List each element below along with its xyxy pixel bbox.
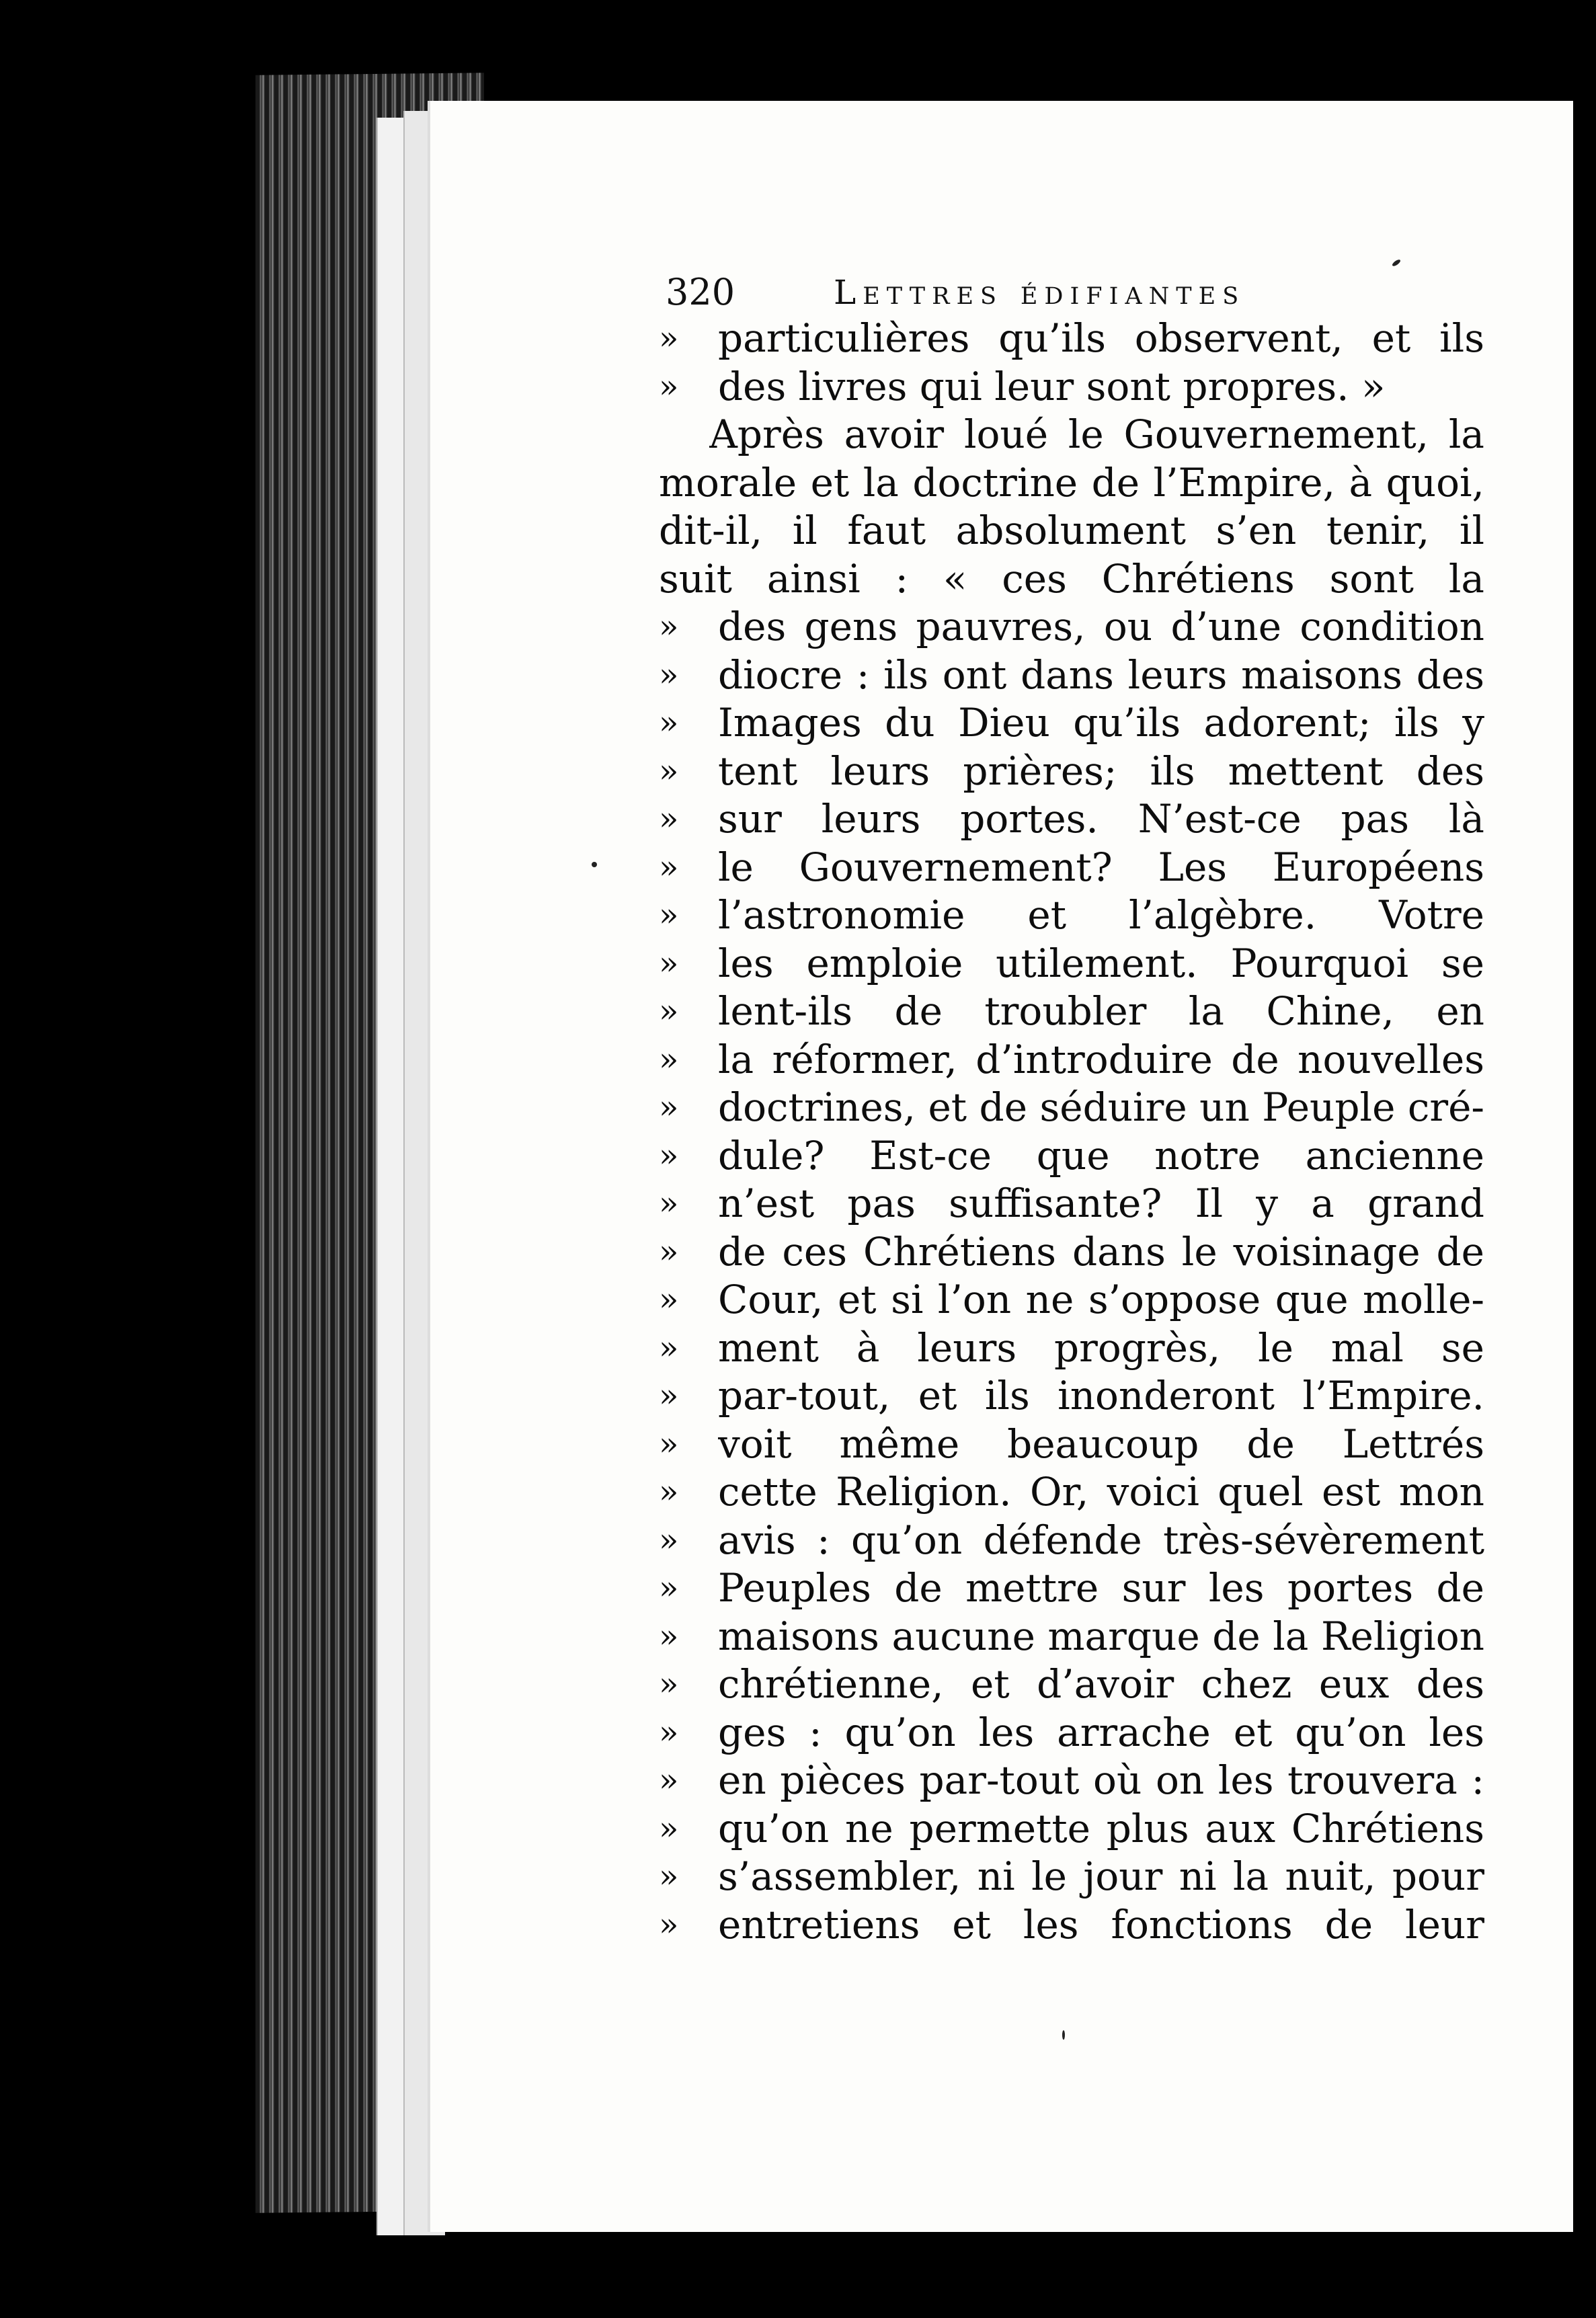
quote-mark: » bbox=[659, 319, 679, 357]
text-line bbox=[659, 1901, 1533, 1950]
line-text: par-tout, et ils inonderont l’Empire. bbox=[718, 1373, 1484, 1418]
text-line bbox=[659, 1228, 1533, 1277]
line-text: le Gouvernement? Les Européens bbox=[718, 844, 1484, 890]
line-text: Peuples de mettre sur les portes de bbox=[718, 1565, 1484, 1611]
quote-mark: » bbox=[659, 1136, 679, 1174]
text-line bbox=[659, 748, 1533, 796]
text-line bbox=[659, 411, 1533, 459]
text-line bbox=[659, 1180, 1533, 1228]
text-line bbox=[659, 940, 1533, 988]
ink-speck bbox=[1062, 2030, 1065, 2040]
running-header bbox=[666, 269, 1338, 316]
line-text: dit-il, il faut absolument s’en tenir, il bbox=[659, 508, 1484, 553]
quote-mark: » bbox=[659, 1281, 679, 1318]
quote-mark: » bbox=[659, 1713, 679, 1751]
text-line bbox=[659, 1805, 1533, 1853]
line-text: avis : qu’on défende très-sévèrement bbox=[718, 1517, 1484, 1563]
line-text: de ces Chrétiens dans le voisinage de bbox=[718, 1228, 1484, 1275]
page-number: 320 bbox=[666, 271, 735, 313]
quote-mark: » bbox=[659, 1617, 679, 1655]
quote-mark: » bbox=[659, 1377, 679, 1414]
ink-speck bbox=[1392, 259, 1402, 268]
quote-mark: » bbox=[659, 1232, 679, 1271]
quote-mark: » bbox=[659, 1761, 679, 1799]
ink-speck bbox=[592, 862, 597, 867]
text-line bbox=[659, 699, 1533, 748]
text-line bbox=[659, 363, 1533, 411]
line-text: Images du Dieu qu’ils adorent; ils y bbox=[718, 700, 1484, 746]
quote-mark: » bbox=[659, 1185, 679, 1222]
line-text: suit ainsi : « ces Chrétiens sont la bbox=[659, 555, 1484, 602]
text-line bbox=[659, 1661, 1533, 1709]
quote-mark: » bbox=[659, 608, 679, 645]
quote-mark: » bbox=[659, 752, 679, 790]
line-text: dule? Est-ce que notre ancienne bbox=[718, 1132, 1484, 1178]
quote-mark: » bbox=[659, 1857, 679, 1895]
line-text: Après avoir loué le Gouvernement, la bbox=[709, 411, 1484, 457]
running-title: Lettres édifiantes bbox=[834, 273, 1246, 312]
quote-mark: » bbox=[659, 1905, 679, 1944]
text-line bbox=[659, 651, 1533, 700]
text-line bbox=[659, 1132, 1533, 1181]
line-text: tent leurs prières; ils mettent des bbox=[718, 748, 1484, 794]
text-line bbox=[659, 315, 1533, 363]
line-text: cette Religion. Or, voici quel est mon bbox=[718, 1469, 1484, 1515]
line-text: Cour, et si l’on ne s’oppose que molle- bbox=[718, 1277, 1484, 1322]
text-line bbox=[659, 555, 1533, 604]
text-line bbox=[659, 1613, 1533, 1661]
line-text: entretiens et les fonctions de leur bbox=[718, 1901, 1484, 1948]
text-line bbox=[659, 891, 1533, 940]
text-line bbox=[659, 1853, 1533, 1901]
line-text: l’astronomie et l’algèbre. Votre bbox=[718, 892, 1484, 938]
line-text: maisons aucune marque de la Religion bbox=[718, 1613, 1484, 1659]
line-text: des livres qui leur sont propres. » bbox=[718, 363, 1386, 409]
line-text: la réformer, d’introduire de nouvelles bbox=[718, 1036, 1484, 1082]
text-line bbox=[659, 1564, 1533, 1613]
quote-mark: » bbox=[659, 1809, 679, 1847]
quote-mark: » bbox=[659, 1521, 679, 1559]
quote-mark: » bbox=[659, 1328, 679, 1367]
text-line bbox=[659, 459, 1533, 508]
line-text: voit même beaucoup de Lettrés bbox=[718, 1421, 1484, 1467]
quote-mark: » bbox=[659, 1473, 679, 1511]
line-text: doctrines, et de séduire un Peuple cré- bbox=[718, 1084, 1484, 1130]
body-text bbox=[659, 315, 1533, 1949]
text-line bbox=[659, 988, 1533, 1036]
line-text: les emploie utilement. Pourquoi se bbox=[718, 940, 1484, 986]
quote-mark: » bbox=[659, 800, 679, 838]
line-text: qu’on ne permette plus aux Chrétiens bbox=[718, 1805, 1484, 1851]
text-line bbox=[659, 1421, 1533, 1469]
line-text: chrétienne, et d’avoir chez eux des bbox=[718, 1661, 1484, 1707]
quote-mark: » bbox=[659, 944, 679, 982]
quote-mark: » bbox=[659, 896, 679, 934]
line-text: des gens pauvres, ou d’une condition bbox=[718, 604, 1484, 649]
text-line bbox=[659, 1757, 1533, 1805]
text-line bbox=[659, 1324, 1533, 1373]
text-line bbox=[659, 1468, 1533, 1517]
text-line bbox=[659, 1036, 1533, 1084]
quote-mark: » bbox=[659, 1569, 679, 1607]
quote-mark: » bbox=[659, 992, 679, 1030]
text-line bbox=[659, 1372, 1533, 1421]
quote-mark: » bbox=[659, 367, 679, 405]
text-line bbox=[659, 1084, 1533, 1132]
text-line bbox=[659, 1517, 1533, 1565]
line-text: n’est pas suffisante? Il y a grand bbox=[718, 1181, 1484, 1226]
line-text: ges : qu’on les arrache et qu’on les bbox=[718, 1709, 1484, 1755]
line-text: en pièces par-tout où on les trouvera : bbox=[718, 1757, 1484, 1803]
text-line bbox=[659, 1276, 1533, 1324]
line-text: morale et la doctrine de l’Empire, à quoi, bbox=[659, 459, 1484, 506]
text-line bbox=[659, 844, 1533, 892]
text-line bbox=[659, 1709, 1533, 1757]
line-text: lent-ils de troubler la Chine, en bbox=[718, 988, 1484, 1034]
text-line bbox=[659, 507, 1533, 555]
quote-mark: » bbox=[659, 1425, 679, 1463]
line-text: ment à leurs progrès, le mal se bbox=[718, 1324, 1484, 1371]
quote-mark: » bbox=[659, 1040, 679, 1078]
quote-mark: » bbox=[659, 704, 679, 742]
quote-mark: » bbox=[659, 1088, 679, 1126]
quote-mark: » bbox=[659, 655, 679, 694]
line-text: particulières qu’ils observent, et ils bbox=[718, 315, 1484, 361]
text-line bbox=[659, 603, 1533, 651]
quote-mark: » bbox=[659, 848, 679, 886]
line-text: s’assembler, ni le jour ni la nuit, pour bbox=[718, 1853, 1484, 1899]
text-line bbox=[659, 795, 1533, 844]
quote-mark: » bbox=[659, 1665, 679, 1703]
line-text: diocre : ils ont dans leurs maisons des bbox=[718, 651, 1484, 698]
line-text: sur leurs portes. N’est-ce pas là bbox=[718, 796, 1484, 842]
